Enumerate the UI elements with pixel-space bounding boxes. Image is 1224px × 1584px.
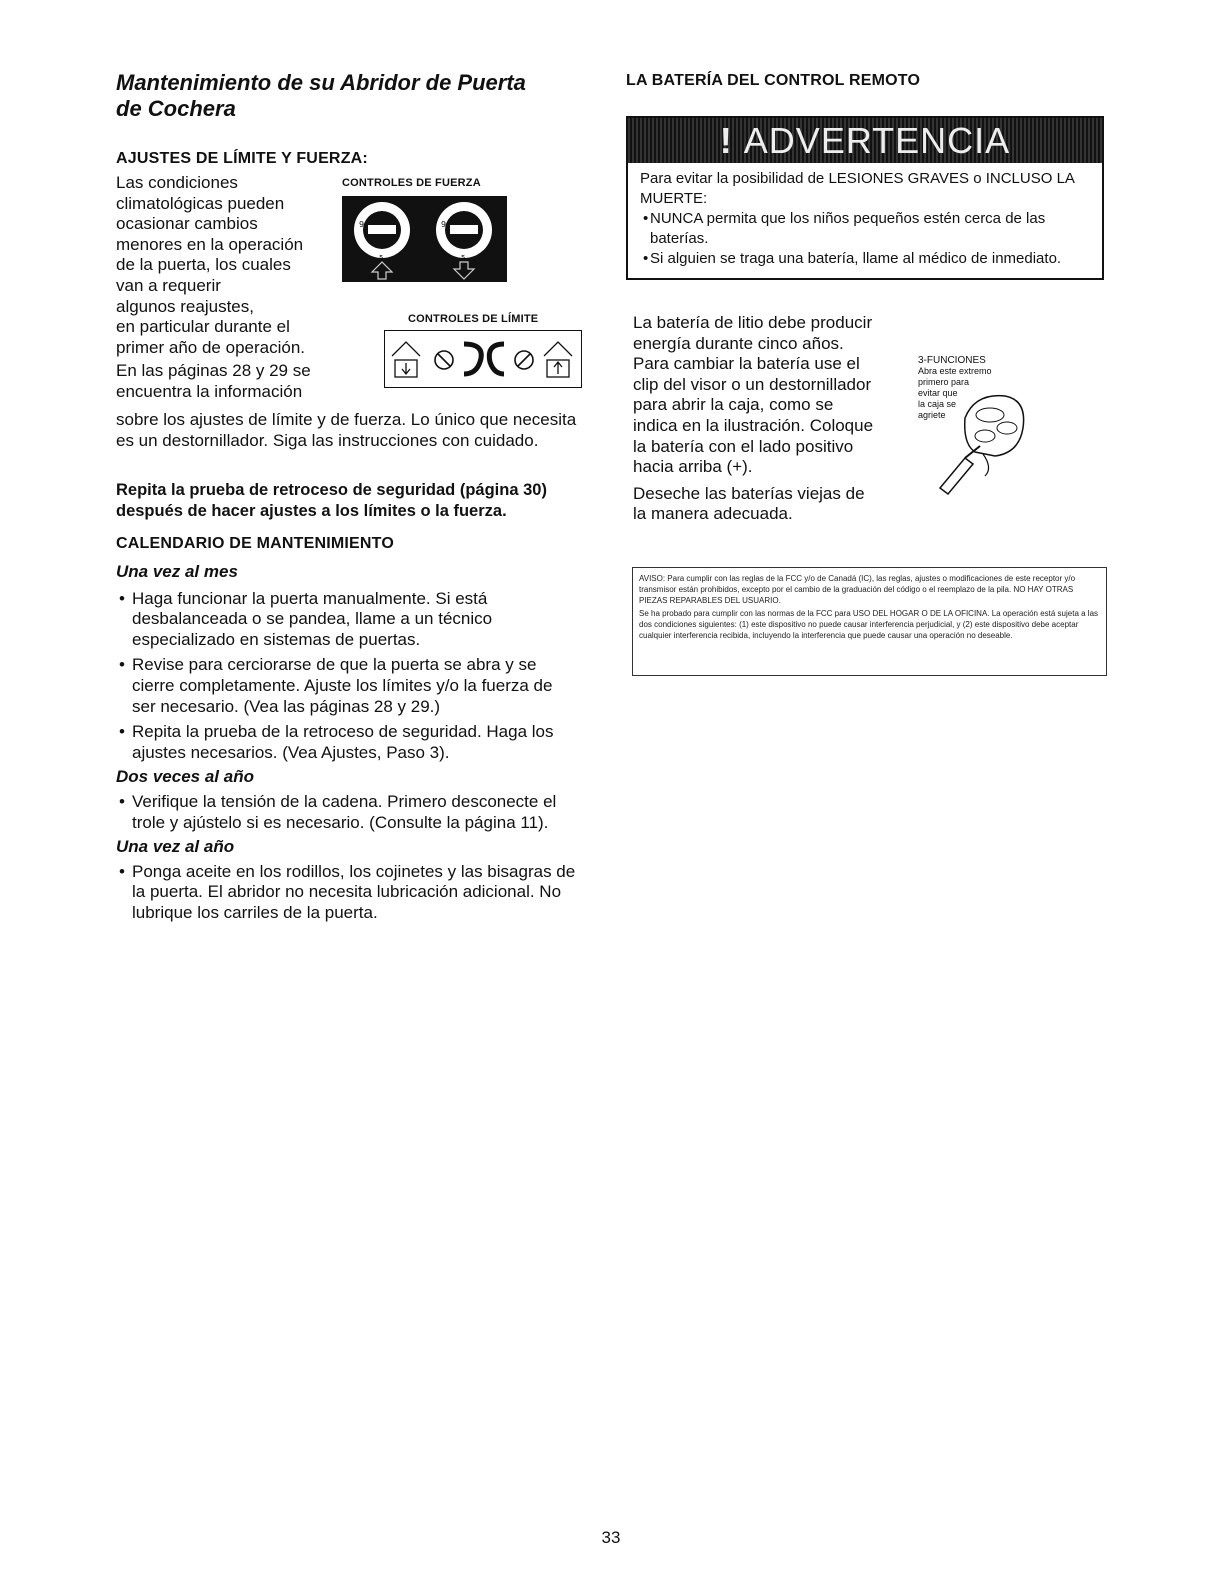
list-item: • Verifique la tensión de la cadena. Primero desconecte el trole y ajústelo si es necesario. (Consulte la página 11).: [116, 792, 578, 833]
ajustes-continuation: sobre los ajustes de límite y de fuerza. Lo único que necesita es un destornillador. Siga las instrucciones con cuidado.: [116, 410, 577, 450]
remote-note-line: la caja se: [918, 399, 957, 409]
warning-title: [628, 120, 1102, 162]
twice-yearly-list: [116, 792, 578, 833]
force-controls-illustration: [342, 196, 507, 282]
bateria-line: La batería de litio debe producir: [633, 313, 873, 332]
remote-note-line: primero para: [918, 377, 970, 387]
ajustes-line: van a requerir: [116, 275, 221, 295]
svg-text:5: 5: [461, 254, 466, 262]
limit-controls-illustration: [384, 330, 582, 388]
list-item: • Revise para cerciorarse de que la puerta se abra y se cierre completamente. Ajuste los límites y/o la fuerza de ser necesario. (Vea las páginas 28 y 29.): [116, 655, 578, 717]
svg-text:9: 9: [441, 220, 447, 229]
yearly-list: [116, 862, 578, 924]
monthly-list: [116, 589, 578, 764]
ajustes-line: menores en la operación: [116, 234, 304, 254]
bateria-line: clip del visor o un destornillador: [633, 374, 872, 394]
bateria-line: Para cambiar la batería use el: [633, 354, 860, 374]
calendario-heading: CALENDARIO DE MANTENIMIENTO: [116, 535, 394, 552]
warning-title-text: ADVERTENCIA: [743, 120, 1011, 161]
calendario-body: [116, 562, 578, 924]
remote-note-line: Abra este extremo: [918, 366, 992, 376]
ajustes-line: En las páginas 28 y 29 se: [116, 361, 311, 381]
ajustes-intro: [116, 173, 326, 403]
list-item: • Repita la prueba de la retroceso de seguridad. Haga los ajustes necesarios. (Vea Ajustes, Paso 3).: [116, 722, 578, 763]
dispose-line: Deseche las baterías viejas de: [633, 483, 865, 503]
ajustes-line: algunos reajustes,: [116, 296, 254, 316]
fcc-notice: [632, 567, 1107, 676]
ajustes-line: de la puerta, los cuales: [116, 255, 291, 275]
section-title: Dos veces al año: [116, 767, 254, 787]
warning-header: [628, 118, 1102, 163]
section-title: Una vez al mes: [116, 562, 238, 581]
fcc-notice-p1: AVISO: Para cumplir con las reglas de la FCC y/o de Canadá (IC), las reglas, ajustes o modificaciones de este receptor y/o transmisor están prohibidos, excepto por el cambio de la graduación del código o el reemplazo de la pila. NO HAY OTRAS PIEZAS REPARABLES DEL USUARIO.: [639, 574, 1076, 605]
safety-note: Repita la prueba de retroceso de seguridad (página 30) después de hacer ajustes a los límites o la fuerza.: [116, 481, 547, 520]
bateria-line: la batería con el lado positivo: [633, 436, 854, 456]
ajustes-line: primer año de operación.: [116, 337, 306, 357]
section-title: Una vez al año: [116, 837, 235, 857]
ajustes-line: en particular durante el: [116, 317, 290, 337]
ajustes-line: encuentra la información: [116, 381, 303, 401]
ajustes-line: ocasionar cambios: [116, 214, 258, 234]
list-item: • Haga funcionar la puerta manualmente. Si está desbalanceada o se pandea, llame a un técnico especializado en sistemas de puertas.: [116, 589, 578, 651]
warning-item: • Si alguien se traga una batería, llame al médico de inmediato.: [640, 249, 1090, 269]
bateria-text: [633, 313, 903, 525]
bateria-line: indica en la ilustración. Coloque: [633, 415, 874, 435]
remote-label: 3-FUNCIONES: [918, 355, 986, 366]
pry-arrow-icon: [983, 454, 989, 476]
remote-note-line: evitar que: [918, 388, 958, 398]
bateria-heading: LA BATERÍA DEL CONTROL REMOTO: [626, 72, 921, 89]
bateria-line: energía durante cinco años.: [633, 333, 844, 353]
warning-intro: Para evitar la posibilidad de LESIONES GRAVES o INCLUSO LA MUERTE:: [640, 170, 1075, 207]
warning-icon: !: [719, 120, 744, 161]
warning-body: [628, 163, 1102, 275]
page-number: 33: [601, 1528, 621, 1547]
remote-case: [965, 396, 1024, 456]
page-title: Mantenimiento de su Abridor de Puerta de Cochera: [116, 70, 526, 121]
remote-note-line: agriete: [918, 410, 946, 420]
ajustes-line: Las condiciones: [116, 173, 238, 192]
svg-text:9: 9: [359, 220, 365, 229]
dispose-line: la manera adecuada.: [633, 504, 793, 524]
screwdriver-icon: [940, 458, 973, 494]
remote-illustration: [935, 378, 1035, 498]
bateria-line: hacia arriba (+).: [633, 457, 753, 477]
force-controls-label: CONTROLES DE FUERZA: [342, 177, 481, 189]
warning-list: [640, 209, 1090, 269]
bateria-line: para abrir la caja, como se: [633, 395, 834, 415]
svg-text:5: 5: [379, 254, 384, 262]
ajustes-line: climatológicas pueden: [116, 193, 285, 213]
ajustes-heading: AJUSTES DE LÍMITE Y FUERZA:: [116, 150, 368, 167]
fcc-notice-p2: Se ha probado para cumplir con las normas de la FCC para USO DEL HOGAR O DE LA OFICINA. La operación está sujeta a las dos condiciones siguientes: (1) este dispositivo no puede causar interferencia perjudicial, y (2) este dispositivo debe aceptar cualquier interferencia recibida, incluyendo la interferencia que puede causar una operación no deseable.: [639, 609, 1099, 640]
limit-controls-label: CONTROLES DE LÍMITE: [408, 313, 539, 325]
list-item: • Ponga aceite en los rodillos, los cojinetes y las bisagras de la puerta. El abridor no necesita lubricación adicional. No lubrique los carriles de la puerta.: [116, 862, 578, 924]
warning-box: [626, 116, 1104, 280]
warning-item: • NUNCA permita que los niños pequeños estén cerca de las baterías.: [640, 209, 1090, 249]
